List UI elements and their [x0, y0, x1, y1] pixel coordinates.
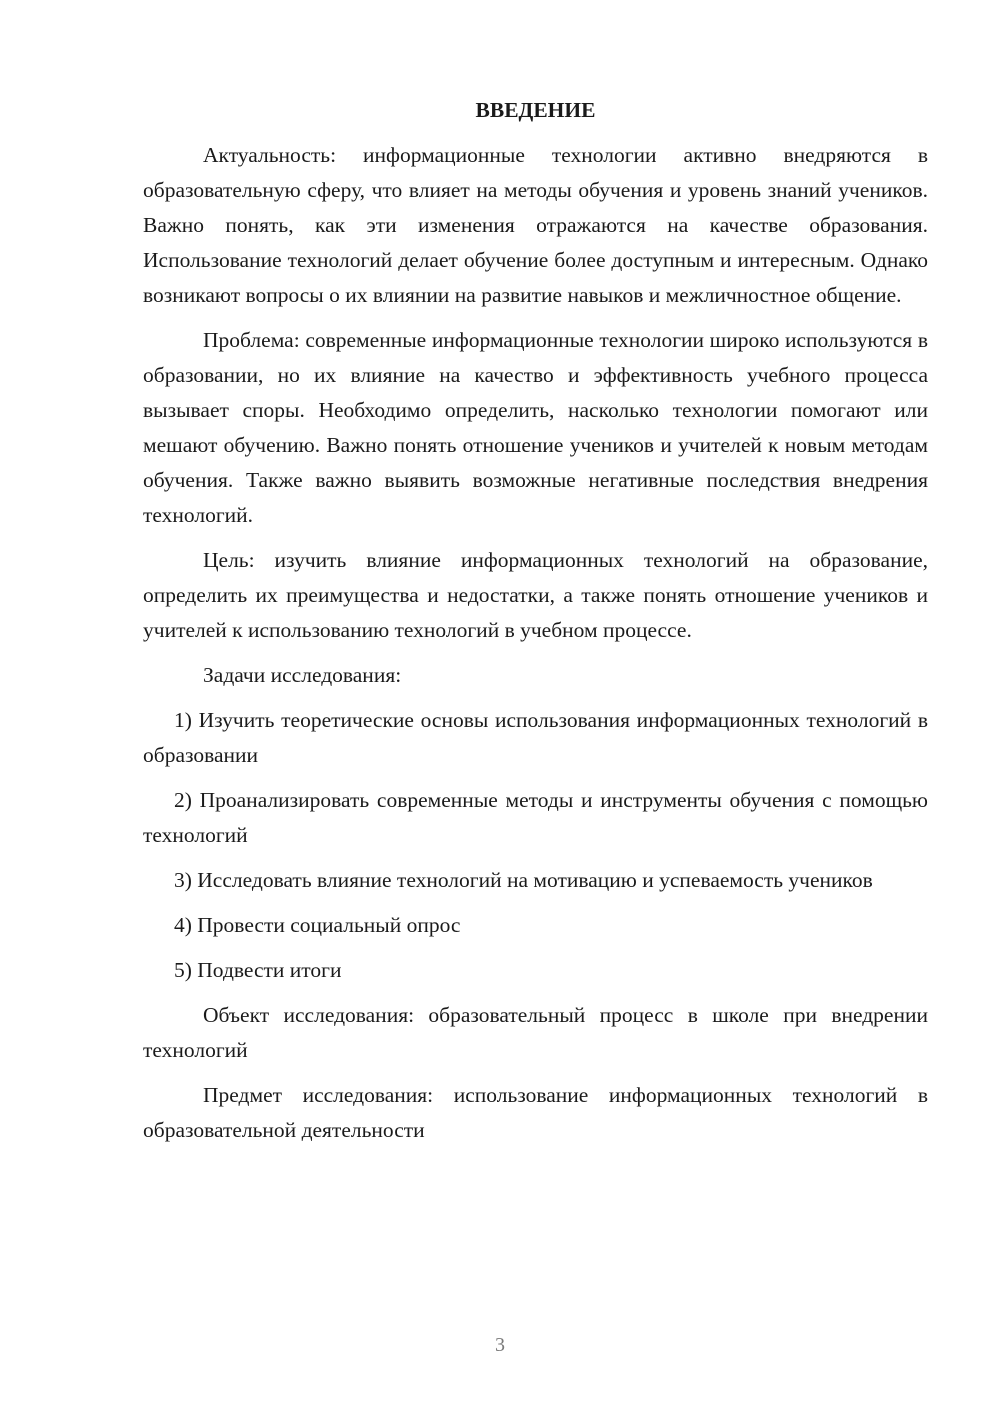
task-item-1: 1) Изучить теоретические основы использования информационных технологий в образовании: [143, 708, 928, 767]
task-item-5: 5) Подвести итоги: [174, 958, 342, 982]
goal-paragraph: Цель: изучить влияние информационных технологий на образование, определить их преимущества и недостатки, а также понять отношение учеников и учителей к использованию технологий в учебном процессе.: [143, 548, 928, 642]
object-paragraph: Объект исследования: образовательный процесс в школе при внедрении технологий: [143, 1003, 928, 1062]
task-item-3: 3) Исследовать влияние технологий на мотивацию и успеваемость учеников: [174, 868, 873, 892]
task-item-4: 4) Провести социальный опрос: [174, 913, 461, 937]
relevance-paragraph: Актуальность: информационные технологии активно внедряются в образовательную сферу, что влияет на методы обучения и уровень знаний учеников. Важно понять, как эти изменения отражаются на качестве образования. Использование технологий делает обучение более доступным и интересным. Однако возникают вопросы о их влиянии на развитие навыков и межличностное общение.: [143, 143, 928, 307]
problem-paragraph: Проблема: современные информационные технологии широко используются в образовании, но их влияние на качество и эффективность учебного процесса вызывает споры. Необходимо определить, насколько технологии помогают или мешают обучению. Важно понять отношение учеников и учителей к новым методам обучения. Также важно выявить возможные негативные последствия внедрения технологий.: [143, 328, 928, 527]
task-item-2: 2) Проанализировать современные методы и инструменты обучения с помощью технологий: [143, 788, 928, 847]
tasks-title: Задачи исследования:: [203, 663, 402, 687]
page-number: 3: [495, 1334, 505, 1356]
section-heading: ВВЕДЕНИЕ: [475, 98, 596, 122]
subject-paragraph: Предмет исследования: использование информационных технологий в образовательной деятельности: [143, 1083, 928, 1142]
page-content: [143, 93, 928, 1158]
